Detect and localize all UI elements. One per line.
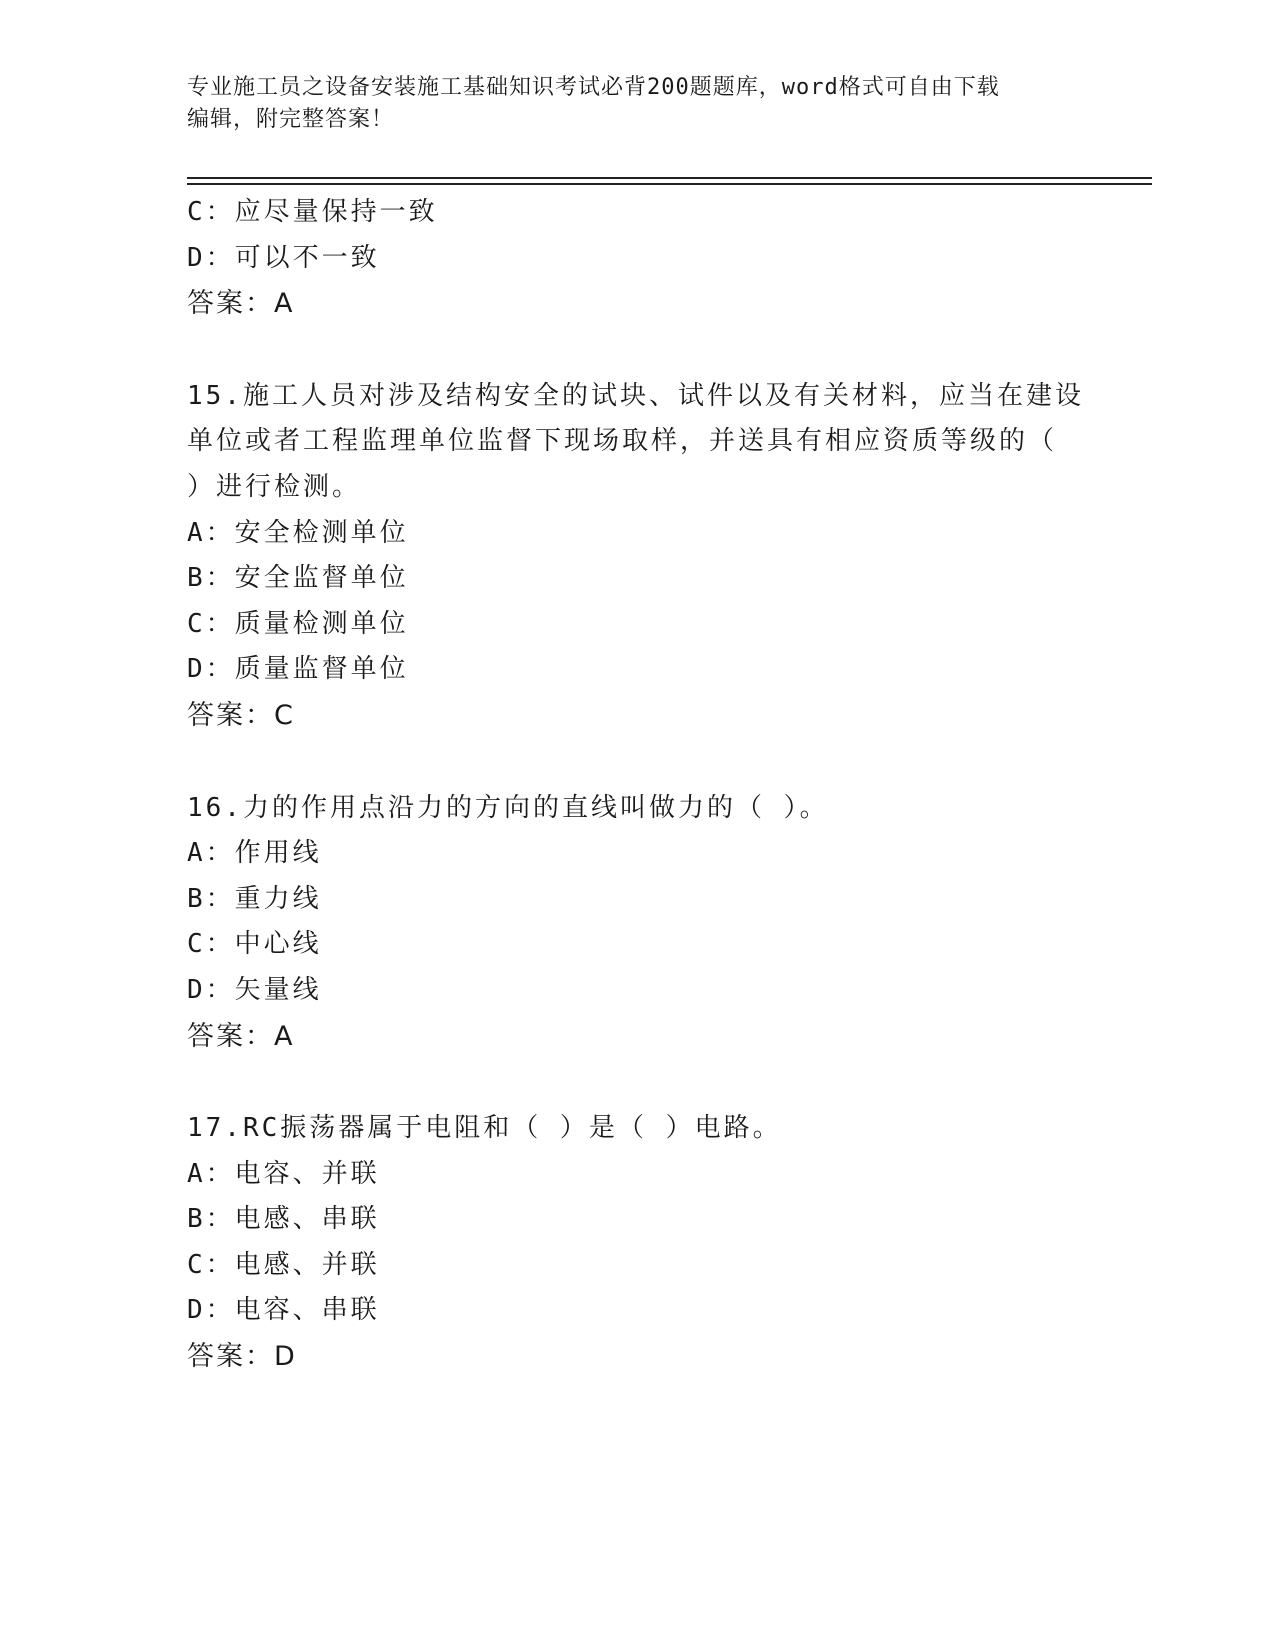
option-d: D：质量监督单位 — [187, 654, 409, 685]
question-stem — [187, 1106, 1087, 1152]
stem-line: 单位或者工程监理单位监督下现场取样，并送具有相应资质等级的（ — [187, 426, 1058, 457]
option-d: D：电容、串联 — [187, 1295, 380, 1326]
option-d: D：矢量线 — [187, 974, 322, 1005]
answer-line: 答案：A — [187, 288, 295, 320]
spacer — [187, 327, 1087, 374]
question-17 — [187, 1106, 1087, 1380]
question-list — [187, 190, 1087, 1380]
option-a: A：安全检测单位 — [187, 517, 409, 548]
option-c: C：中心线 — [187, 929, 322, 960]
header-line-2: 编辑，附完整答案！ — [187, 107, 395, 132]
answer-line: 答案：A — [187, 1020, 295, 1052]
stem-line: 15.施工人员对涉及结构安全的试块、试件以及有关材料，应当在建设 — [187, 380, 1084, 411]
spacer — [187, 1059, 1087, 1106]
question-16 — [187, 786, 1087, 1060]
document-header — [187, 72, 1087, 136]
answer-line: 答案：C — [187, 699, 295, 731]
option-b: B：重力线 — [187, 883, 322, 914]
question-stem — [187, 786, 1087, 832]
carryover-question — [187, 190, 1087, 327]
stem-line: ）进行检测。 — [187, 471, 362, 502]
option-b: B：电感、串联 — [187, 1204, 380, 1235]
spacer — [187, 739, 1087, 786]
option-c: C：应尽量保持一致 — [187, 197, 438, 227]
question-15 — [187, 374, 1087, 739]
option-a: A：作用线 — [187, 838, 322, 869]
question-stem — [187, 374, 1087, 511]
stem-line: 17.RC振荡器属于电阻和（ ）是（ ）电路。 — [187, 1113, 782, 1144]
option-c: C：电感、并联 — [187, 1249, 380, 1280]
option-c: C：质量检测单位 — [187, 608, 409, 639]
header-line-1: 专业施工员之设备安装施工基础知识考试必背200题题库，word格式可自由下载 — [187, 75, 1000, 100]
option-a: A：电容、并联 — [187, 1158, 380, 1189]
option-d: D：可以不一致 — [187, 242, 380, 273]
answer-line: 答案：D — [187, 1341, 297, 1373]
header-divider-bottom — [187, 183, 1152, 185]
option-b: B：安全监督单位 — [187, 563, 409, 594]
stem-line: 16.力的作用点沿力的方向的直线叫做力的（ ）。 — [187, 792, 829, 823]
header-divider-top — [187, 177, 1152, 179]
